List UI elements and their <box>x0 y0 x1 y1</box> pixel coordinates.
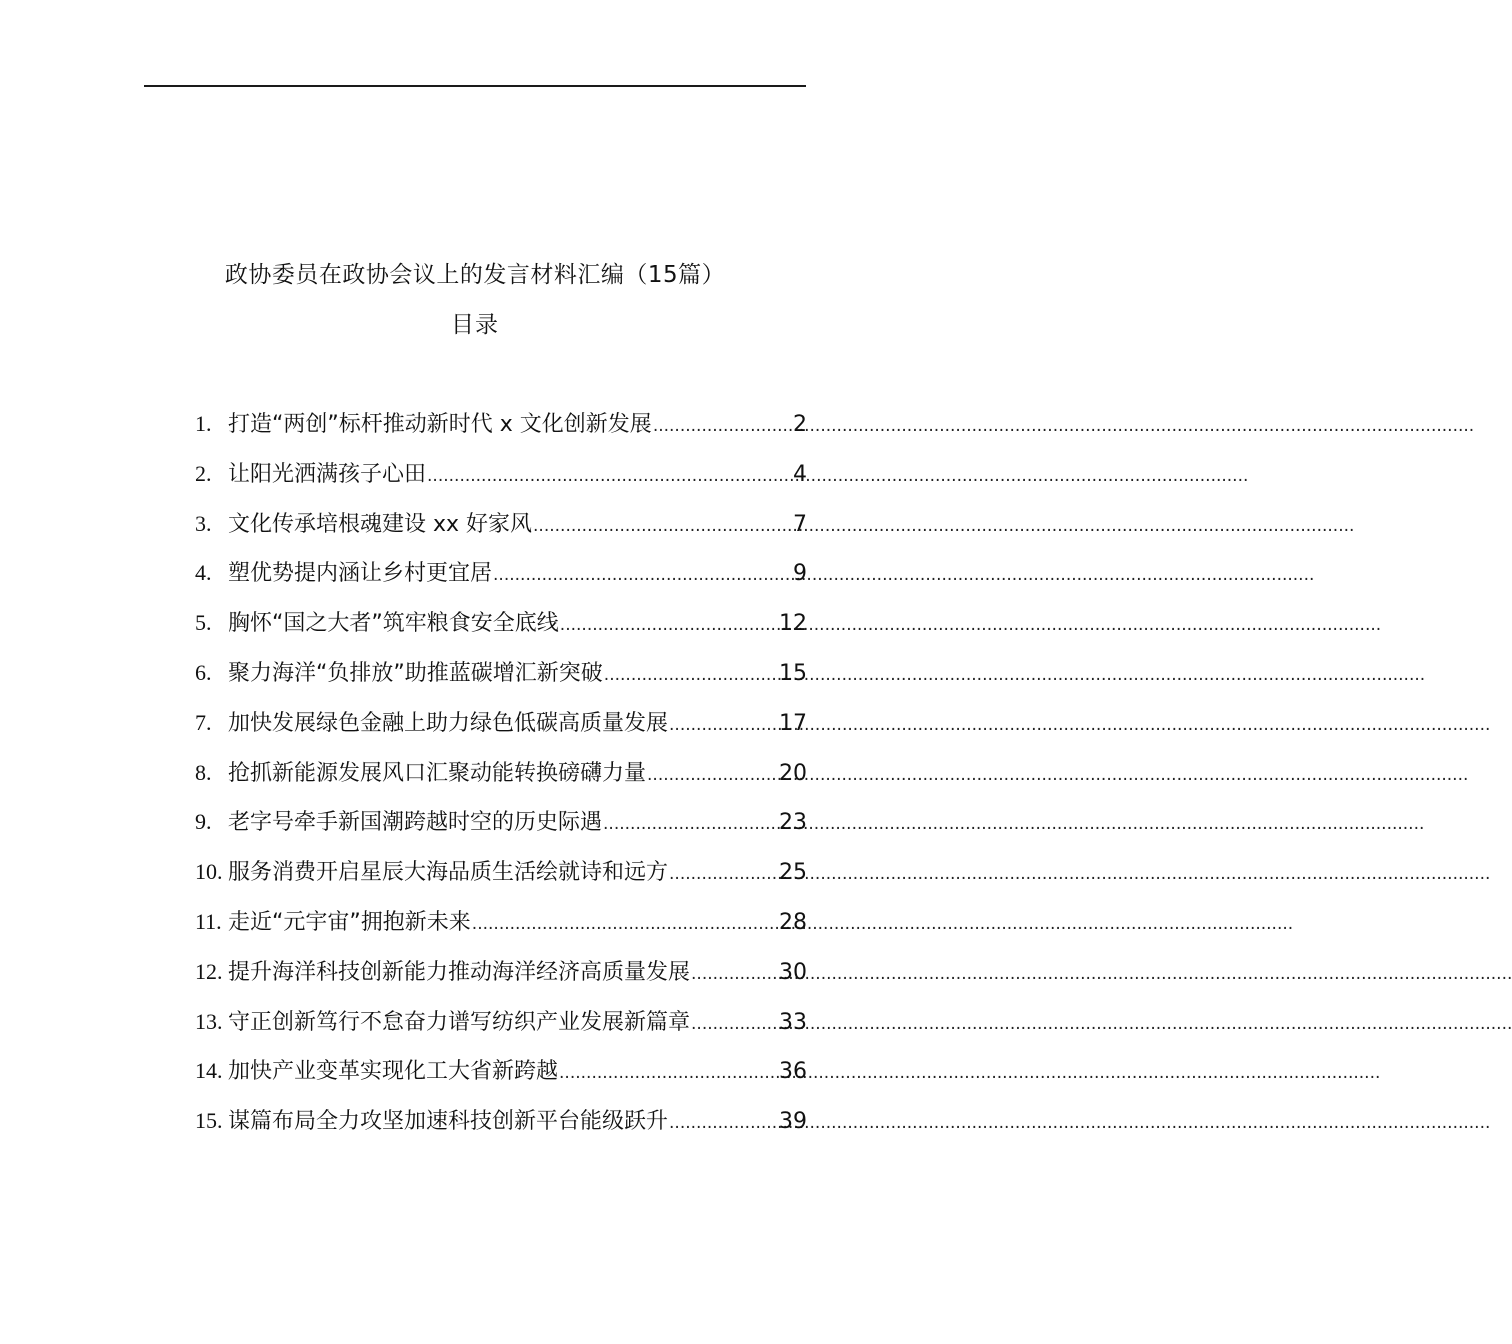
toc-entry-title: 老字号牵手新国潮跨越时空的历史际遇 <box>228 810 603 836</box>
table-of-contents <box>195 404 807 1151</box>
toc-entry-page: 23 <box>779 810 807 836</box>
toc-entry-title: 塑优势提内涵让乡村更宜居 <box>228 561 493 587</box>
toc-dot-leader <box>493 554 792 595</box>
toc-entry-number: 2. <box>195 460 212 486</box>
toc-entry-title: 抢抓新能源发展风口汇聚动能转换磅礴力量 <box>228 760 647 786</box>
toc-entry-page: 17 <box>779 710 807 736</box>
toc-entry-number: 14. <box>195 1058 223 1084</box>
toc-entry-page: 2 <box>793 412 807 437</box>
toc-entry[interactable] <box>195 703 807 753</box>
toc-entry[interactable] <box>195 902 807 952</box>
toc-entry-title: 加快发展绿色金融上助力绿色低碳高质量发展 <box>228 710 669 736</box>
toc-entry[interactable] <box>195 504 807 554</box>
toc-dot-leader <box>559 1052 778 1093</box>
toc-entry[interactable] <box>195 802 807 852</box>
toc-entry-number: 5. <box>195 610 212 636</box>
toc-entry[interactable] <box>195 753 807 803</box>
toc-dot-leader <box>472 903 778 944</box>
toc-entry-title: 加快产业变革实现化工大省新跨越 <box>228 1059 559 1085</box>
toc-entry-title: 让阳光洒满孩子心田 <box>228 461 427 487</box>
toc-entry-page: 36 <box>779 1059 807 1085</box>
toc-dot-leader <box>669 1102 778 1143</box>
toc-entry[interactable] <box>195 454 807 504</box>
toc-entry-number: 15. <box>195 1108 223 1134</box>
toc-entry-title: 文化传承培根魂建设 xx 好家风 <box>228 511 533 537</box>
toc-entry-number: 6. <box>195 659 212 685</box>
toc-dot-leader <box>669 853 778 894</box>
toc-entry[interactable] <box>195 653 807 703</box>
toc-entry-number: 3. <box>195 510 212 536</box>
toc-entry[interactable] <box>195 852 807 902</box>
toc-entry-title: 胸怀“国之大者”筑牢粮食安全底线 <box>228 611 559 637</box>
toc-entry-title: 聚力海洋“负排放”助推蓝碳增汇新突破 <box>228 660 603 686</box>
toc-entry-number: 1. <box>195 411 212 436</box>
header-rule <box>144 85 806 87</box>
toc-entry-page: 28 <box>779 909 807 935</box>
toc-entry-page: 4 <box>793 461 807 487</box>
document-title: 政协委员在政协会议上的发言材料汇编（15篇） <box>224 262 726 288</box>
toc-entry-page: 7 <box>793 511 807 537</box>
toc-entry-page: 30 <box>779 959 807 985</box>
toc-entry-number: 12. <box>195 958 223 984</box>
toc-entry-number: 7. <box>195 709 212 735</box>
toc-dot-leader <box>653 405 792 446</box>
toc-entry-title: 谋篇布局全力攻坚加速科技创新平台能级跃升 <box>228 1109 669 1135</box>
toc-entry-number: 11. <box>195 908 222 934</box>
toc-entry-number: 10. <box>195 859 223 885</box>
toc-entry-title: 走近“元宇宙”拥抱新未来 <box>228 909 471 935</box>
toc-entry-title: 守正创新笃行不怠奋力谱写纺织产业发展新篇章 <box>228 1009 691 1035</box>
toc-entry-number: 4. <box>195 560 212 586</box>
toc-entry-page: 39 <box>779 1109 807 1135</box>
toc-entry-page: 25 <box>779 860 807 886</box>
toc-heading: 目录 <box>451 312 499 338</box>
toc-dot-leader <box>669 704 778 745</box>
toc-entry[interactable] <box>195 1051 807 1101</box>
toc-dot-leader <box>427 455 792 496</box>
toc-entry[interactable] <box>195 603 807 653</box>
toc-entry-title: 服务消费开启星辰大海品质生活绘就诗和远方 <box>228 860 669 886</box>
toc-entry[interactable] <box>195 404 807 454</box>
toc-entry-number: 8. <box>195 759 212 785</box>
toc-entry-page: 15 <box>779 660 807 686</box>
toc-entry-page: 12 <box>779 611 807 637</box>
toc-entry-page: 20 <box>779 760 807 786</box>
toc-dot-leader <box>604 654 778 695</box>
toc-entry-title: 打造“两创”标杆推动新时代 x 文化创新发展 <box>228 412 652 437</box>
toc-entry[interactable] <box>195 1101 807 1151</box>
toc-dot-leader <box>647 754 778 795</box>
toc-entry-page: 9 <box>793 561 807 587</box>
toc-dot-leader <box>691 953 778 994</box>
toc-dot-leader <box>691 1003 778 1044</box>
toc-entry-page: 33 <box>779 1009 807 1035</box>
toc-dot-leader <box>560 604 778 645</box>
toc-dot-leader <box>603 803 778 844</box>
toc-entry-number: 9. <box>195 809 212 835</box>
toc-entry[interactable] <box>195 1002 807 1052</box>
toc-entry-title: 提升海洋科技创新能力推动海洋经济高质量发展 <box>228 959 691 985</box>
toc-dot-leader <box>533 505 792 546</box>
toc-entry[interactable] <box>195 553 807 603</box>
toc-entry[interactable] <box>195 952 807 1002</box>
toc-entry-number: 13. <box>195 1008 223 1034</box>
